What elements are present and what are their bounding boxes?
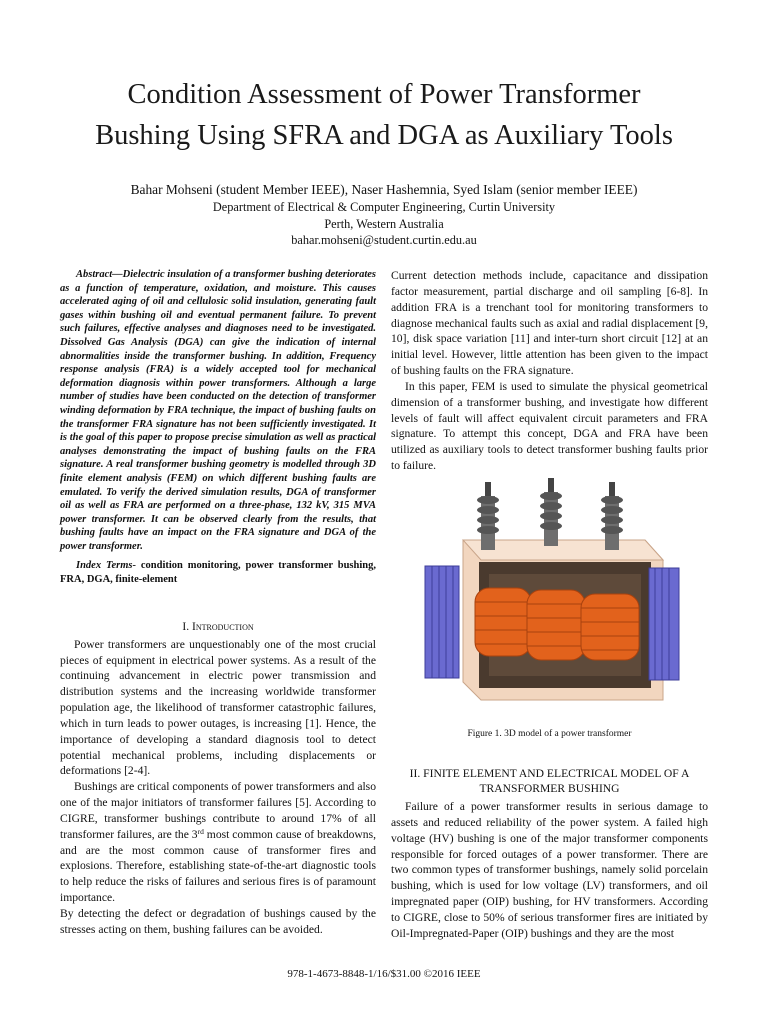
section-heading-fem [391,766,708,796]
copyright-footer: 978-1-4673-8848-1/16/$31.00 ©2016 IEEE [287,968,481,980]
figure-transformer-3d-model [423,478,680,720]
intro-p2-text-b: most common cause of breakdowns, and are the most common cause of transformer fires and explosions. Therefore, establishing state-of-the-art diagnostic tools to help reduce the risks of failures and serious fires is of paramount importance. [60,827,376,905]
index-terms [60,559,376,586]
radiator-left [425,566,459,678]
section-title: Introduction [192,619,254,633]
transformer-illustration [423,478,680,720]
index-terms-text: condition monitoring, power transformer bushing, FRA, DGA, finite-element [60,560,376,586]
title-line-1: Condition Assessment of Power Transformer [127,79,641,110]
intro-p2-text-a: Bushings are critical components of power transformers and also one of the major initiators of transformer failures [5]. According to CIGRE, transformer bushings contribute to around 17% of all transformer failures, are the 3 [60,780,376,841]
department: Department of Electrical & Computer Engineering, Curtin University [212,200,556,214]
winding-phase-a [475,588,531,656]
intro-paragraph-3: By detecting the defect or degradation of bushings caused by the stresses acting on them, bushing failures can be avoided. [60,907,376,936]
figure-1-caption: Figure 1. 3D model of a power transformer [467,729,632,739]
location: Perth, Western Australia [324,216,444,231]
title-line-2: Bushing Using SFRA and DGA as Auxiliary Tools [95,120,673,151]
radiator-right [649,568,679,680]
bushing-2 [540,478,562,546]
email-address: bahar.mohseni@student.curtin.edu.au [291,233,477,247]
section-2-heading-line-2: TRANSFORMER BUSHING [479,782,620,795]
winding-phase-c [581,594,639,660]
section-2-heading-line-1: II. FINITE ELEMENT AND ELECTRICAL MODEL OF A [409,767,690,780]
intro-paragraph-1: Power transformers are unquestionably one of the most crucial pieces of equipment in electrical power systems. As a result of the continuing advancement in electric power transmission and distribution systems and the increasing worldwide transformer population age, the likelihood of transformer catastrophic failures, which in turn leads to power outages, is increasing [1]. Hence, the importance of developing a standard diagnosis tool to detect potential mechanical problems, including displacements or deformations [2-4]. [60,637,376,778]
superscript-rd: rd [197,826,204,836]
intro-paragraph-2 [60,779,376,906]
right-paragraph-1: Current detection methods include, capacitance and dissipation factor measurement, partial discharge and oil sampling [6-8]. In addition FRA is a trenchant tool for monitoring transformers to diagnose mechanical faults such as axial and radial displacement [9, 10], disk space variation [11] and inter-turn short circuit [12] at an initial level. However, little attention has been given to the impact of bushing faults on the FRA signature. [391,269,708,378]
left-column [60,268,376,938]
section-numeral: I. [182,619,190,633]
section-2 [391,766,708,942]
right-paragraph-2: In this paper, FEM is used to simulate the physical geometrical dimension of a transformer bushing, and investigate how different levels of fault will affect equivalent circuit parameters and FRA signature. To attempt this concept, DGA and FRA have been utilized as auxiliary tools to detect transformer bushing faults prior to failure. [391,379,708,473]
affiliation [40,199,728,249]
paper-title [40,74,728,156]
right-column [391,268,708,474]
winding-phase-b [527,590,585,660]
section-2-paragraph-1: Failure of a power transformer results in serious damage to assets and reduced reliability of the power system. A failed high voltage (HV) bushing is one of the major transformer components responsible for forced outages of a power transformer. There are two common types of transformer bushings, namely solid porcelain bushing, which is used for low voltage (LV) transformers, and oil impregnated paper (OIP) bushing, for HV transformers. According to CIGRE, close to 50% of serious transformer fires are initiated by Oil-Impregnated-Paper (OIP) bushings and they are the most [391,800,708,940]
author-list: Bahar Mohseni (student Member IEEE), Naser Hashemnia, Syed Islam (senior member IEEE) [130,182,638,197]
abstract: Abstract—Dielectric insulation of a transformer bushing deteriorates as a function of temperature, oxidation, and moisture. This causes accelerated aging of oil and cellulosic solid insulation, generating fault gases within bushing oil and eventual permanent failure. To prevent such failures, effective analyses and diagnoses need to be investigated. Dissolved Gas Analysis (DGA) can give the indication of internal abnormalities inside the transformer bushing. In addition, Frequency response analysis (FRA) is a widely accepted tool for mechanical deformation diagnosis within power transformers. Although a large number of studies have been conducted on the detection of transformer winding deformation by FRA technique, the impact of bushing faults on the transformer FRA signature has not been sufficiently investigated. It is the goal of this paper to propose precise simulation as well as practical analyses demonstrating the impact of bushing faults on the FRA signature. A real transformer bushing geometry is modelled through 3D finite element analysis (FEM) on which different bushing faults are emulated. To verify the derived simulation results, DGA of transformer oil as well as FRA are performed on a three-phase, 132 kV, 315 MVA power transformer. It can be observed clearly from the results, that bushing faults have an impact on the FRA signature and DGA of the power transformer. [60,269,376,552]
section-heading-introduction [60,619,376,634]
index-terms-label: Index Terms- [76,560,136,572]
